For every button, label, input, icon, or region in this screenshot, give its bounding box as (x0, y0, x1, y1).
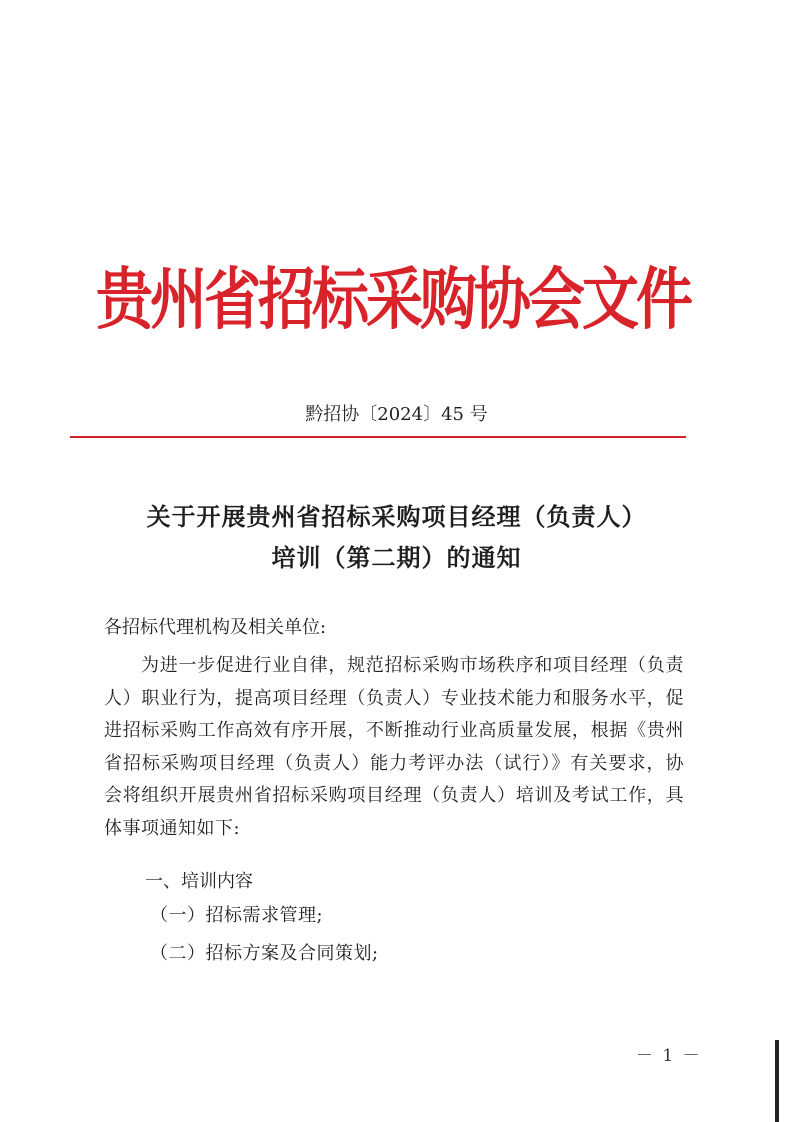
list-item: （一）招标需求管理; (150, 905, 324, 926)
org-header-title: 贵州省招标采购协会文件 (96, 261, 690, 339)
section-heading: 一、培训内容 (145, 871, 253, 892)
body-paragraph: 为进一步促进行业自律，规范招标采购市场秩序和项目经理（负责人）职业行为，提高项目经理（负责人）专业技术能力和服务水平，促进招标采购工作高效有序开展，不断推动行业高质量发展，根据《贵州省招标采购项目经理（负责人）能力考评办法（试行）》有关要求，协会将组织开展贵州省招标采购项目经理（负责人）培训及考试工作，具体事项通知如下: (104, 655, 684, 839)
scan-edge-mark (775, 1040, 779, 1122)
notice-title-line-2: 培训（第二期）的通知 (271, 543, 522, 572)
list-item: （二）招标方案及合同策划; (150, 943, 379, 964)
header-divider-line (70, 436, 686, 438)
page-number: － 1 － (636, 1046, 702, 1066)
notice-title-line-1: 关于开展贵州省招标采购项目经理（负责人） (146, 502, 647, 531)
document-number: 黔招协〔2024〕45 号 (305, 404, 488, 425)
salutation: 各招标代理机构及相关单位: (104, 617, 327, 638)
